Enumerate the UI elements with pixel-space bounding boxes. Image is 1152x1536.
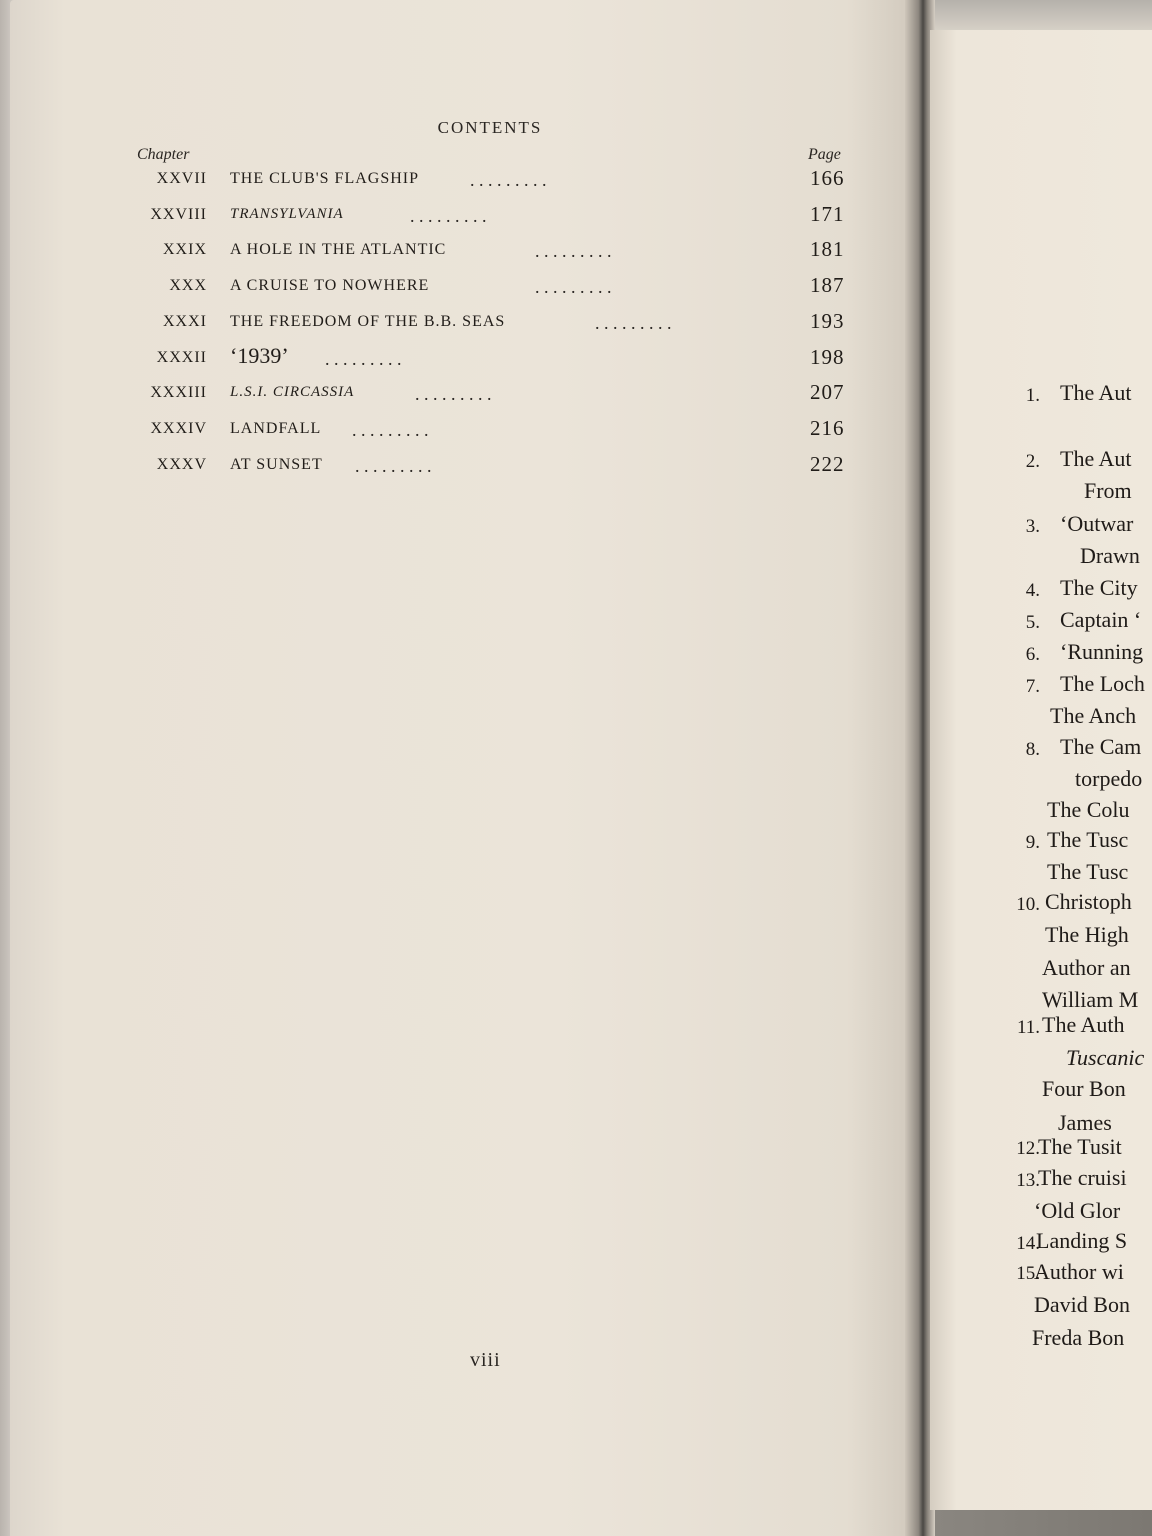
toc-row [0,237,900,267]
item-line: Freda Bon [1032,1325,1125,1350]
chapter-title: LANDFALL [230,420,322,437]
page-folio: viii [470,1349,501,1371]
chapter-column-header: Chapter [137,146,190,163]
chapter-number: XXVIII [150,206,207,223]
item-line: Captain ‘ [1060,607,1142,632]
chapter-title: TRANSYLVANIA [230,206,344,222]
item-line: The Aut [1060,380,1132,405]
item-line: The cruisi [1038,1165,1127,1190]
chapter-number: XXIX [163,241,207,258]
toc-row [0,273,900,303]
item-number: 10. [1016,894,1040,915]
item-line: The City [1060,575,1138,600]
item-number: 11. [1016,1017,1040,1038]
chapter-title: A HOLE IN THE ATLANTIC [230,241,447,258]
item-line: Author an [1042,955,1131,980]
toc-row [0,202,900,232]
item-number: 12. [1016,1138,1040,1159]
item-line: David Bon [1034,1292,1130,1317]
item-line: The Anch [1050,703,1137,728]
chapter-number: XXXII [156,349,207,366]
toc-row [0,345,900,375]
item-line: ‘Outwar [1060,511,1134,536]
item-line: Tuscanic [1066,1045,1145,1070]
item-line: The High [1045,922,1129,947]
page-number: 187 [810,273,845,297]
chapter-number: XXXV [156,456,207,473]
illustrations-list [990,0,1152,1536]
item-line: The Aut [1060,446,1132,471]
chapter-number: XXXI [163,313,207,330]
toc-row [0,416,900,446]
leader-dots: . . . . . . . . . [410,206,487,226]
item-line: James [1058,1110,1112,1135]
page-number: 207 [810,380,845,404]
leader-dots: . . . . . . . . . [355,456,432,476]
item-line: Author wi [1034,1259,1124,1284]
item-line: The Cam [1060,734,1142,759]
item-line: From [1084,478,1132,503]
chapter-number: XXXIII [150,384,207,401]
item-number: 3. [1025,516,1040,537]
item-line: The Tusc [1047,827,1129,852]
chapter-title: THE CLUB'S FLAGSHIP [230,170,420,187]
item-line: The Loch [1060,671,1145,696]
item-number: 7. [1025,676,1040,697]
page-number: 166 [810,166,845,190]
item-line: The Auth [1042,1012,1125,1037]
item-line: The Colu [1047,797,1130,822]
item-number: 5. [1025,612,1040,633]
page-number: 222 [810,452,845,476]
item-number: 8. [1025,739,1040,760]
chapter-title: ‘1939’ [230,343,289,368]
toc-row [0,452,900,482]
item-line: ‘Running [1060,639,1144,664]
item-number: 6. [1025,644,1040,665]
contents-title: CONTENTS [437,118,543,137]
leader-dots: . . . . . . . . . [352,420,429,440]
chapter-number: XXX [169,277,207,294]
item-line: Drawn [1080,543,1140,568]
leader-dots: . . . . . . . . . [535,277,612,297]
chapter-title: L.S.I. CIRCASSIA [230,384,355,400]
item-line: The Tusc [1047,859,1129,884]
item-number: 2. [1025,451,1040,472]
leader-dots: . . . . . . . . . [470,170,547,190]
chapter-number: XXVII [156,170,207,187]
page-number: 181 [810,237,845,261]
item-line: ‘Old Glor [1034,1198,1121,1223]
chapter-title: THE FREEDOM OF THE B.B. SEAS [230,313,506,330]
chapter-title: AT SUNSET [230,456,323,473]
item-line: Four Bon [1042,1076,1126,1101]
toc-row [0,380,900,410]
item-line: William M [1042,987,1139,1012]
leader-dots: . . . . . . . . . [325,349,402,369]
toc-row [0,309,900,339]
item-number: 15. [1016,1263,1040,1284]
page-column-header: Page [808,146,841,163]
page-number: 171 [810,202,845,226]
page-number: 216 [810,416,845,440]
item-number: 13. [1016,1170,1040,1191]
item-line: torpedo [1075,766,1143,791]
item-line: Landing S [1036,1228,1128,1253]
item-number: 9. [1025,832,1040,853]
leader-dots: . . . . . . . . . [535,241,612,261]
chapter-number: XXXIV [150,420,207,437]
page-number: 193 [810,309,845,333]
page-number: 198 [810,345,845,369]
chapter-title: A CRUISE TO NOWHERE [230,277,430,294]
toc-row [0,166,900,196]
item-number: 1. [1025,385,1040,406]
item-number: 4. [1025,580,1040,601]
item-line: The Tusit [1038,1134,1122,1159]
item-number: 14. [1016,1233,1040,1254]
leader-dots: . . . . . . . . . [415,384,492,404]
leader-dots: . . . . . . . . . [595,313,672,333]
item-line: Christoph [1045,889,1132,914]
